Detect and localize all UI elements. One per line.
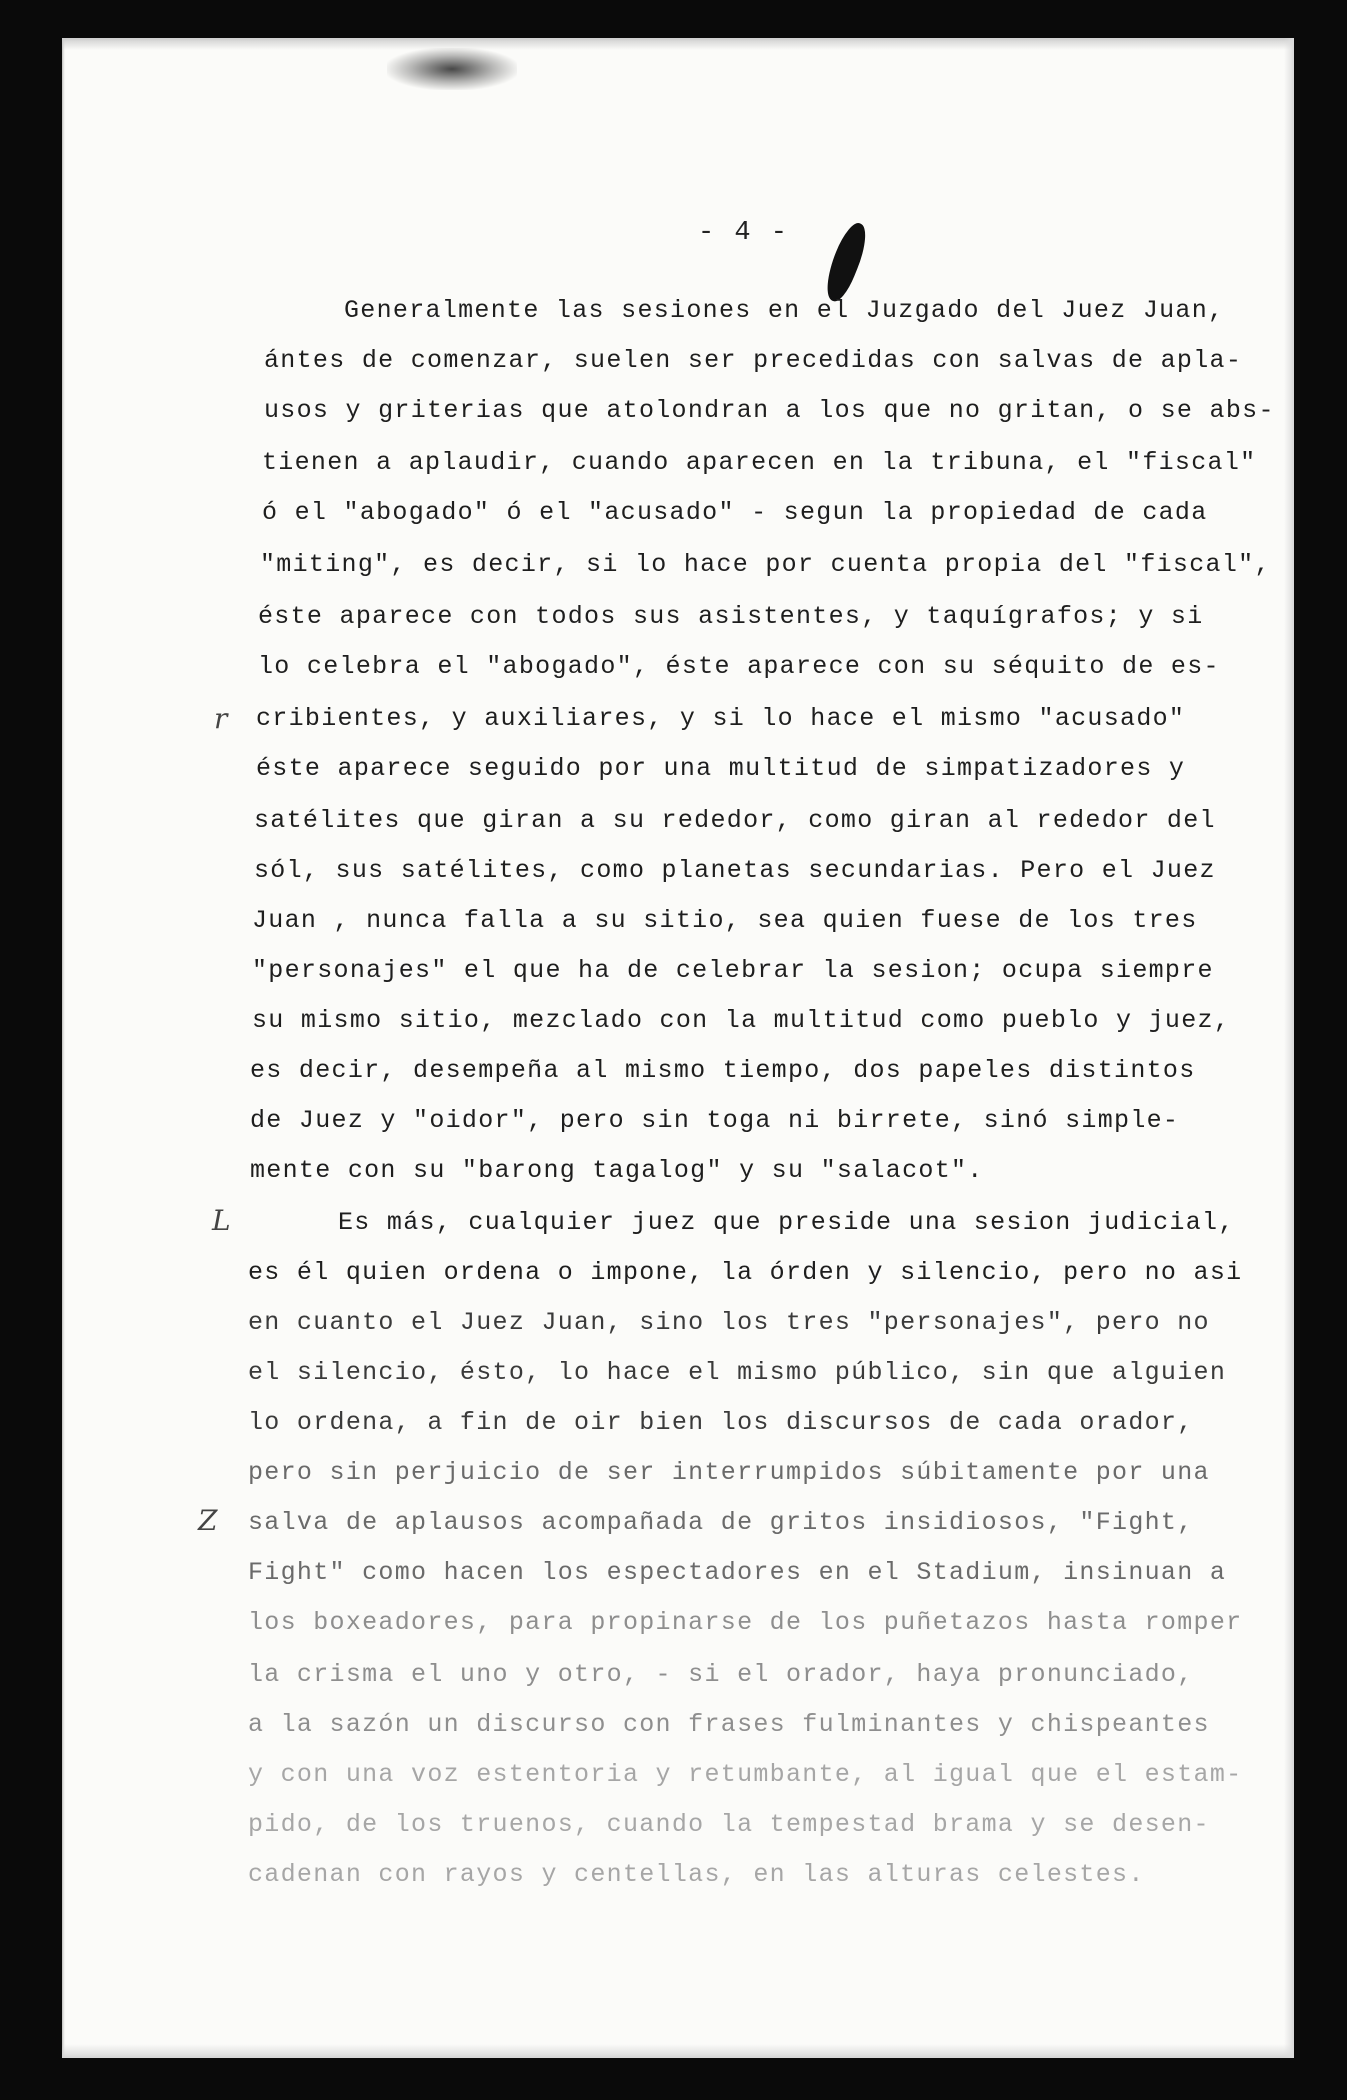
margin-mark: L — [212, 1204, 231, 1237]
paragraph-2-line: en cuanto el Juez Juan, sino los tres "personajes", pero no — [248, 1308, 1210, 1337]
paragraph-2-line: Es más, cualquier juez que preside una sesion judicial, — [338, 1208, 1235, 1237]
paragraph-1-line: ó el "abogado" ó el "acusado" - segun la propiedad de cada — [262, 498, 1208, 527]
document-page — [62, 38, 1294, 2058]
paragraph-1-line: Generalmente las sesiones en el Juzgado del Juez Juan, — [344, 296, 1225, 325]
paragraph-1-line: tienen a aplaudir, cuando aparecen en la tribuna, el "fiscal" — [262, 448, 1257, 477]
margin-mark: Z — [198, 1504, 218, 1537]
paragraph-2-line: a la sazón un discurso con frases fulminantes y chispeantes — [248, 1710, 1210, 1739]
ink-blot — [819, 219, 874, 305]
paragraph-2-line: y con una voz estentoria y retumbante, al igual que el estam- — [248, 1760, 1243, 1789]
paragraph-2-line: salva de aplausos acompañada de gritos insidiosos, "Fight, — [248, 1508, 1194, 1537]
paragraph-1-line: usos y griterias que atolondran a los que no gritan, o se abs- — [264, 396, 1275, 425]
page-number: - 4 - — [698, 218, 790, 248]
paragraph-2-line: Fight" como hacen los espectadores en el Stadium, insinuan a — [248, 1558, 1227, 1587]
paragraph-2-line: lo ordena, a fin de oir bien los discursos de cada orador, — [248, 1408, 1194, 1437]
paragraph-1-line: mente con su "barong tagalog" y su "salacot". — [250, 1156, 984, 1185]
paper-right-edge — [1284, 38, 1294, 2058]
paragraph-1-line: su mismo sitio, mezclado con la multitud como pueblo y juez, — [252, 1006, 1231, 1035]
margin-mark: r — [214, 702, 228, 735]
paragraph-1-line: éste aparece seguido por una multitud de simpatizadores y — [256, 754, 1186, 783]
paragraph-1-line: ántes de comenzar, suelen ser precedidas con salvas de apla- — [264, 346, 1243, 375]
paragraph-1-line: es decir, desempeña al mismo tiempo, dos papeles distintos — [250, 1056, 1196, 1085]
paragraph-1-line: lo celebra el "abogado", éste aparece con su séquito de es- — [258, 652, 1220, 681]
paragraph-2-line: pido, de los truenos, cuando la tempestad brama y se desen- — [248, 1810, 1210, 1839]
paragraph-2-line: pero sin perjuicio de ser interrumpidos súbitamente por una — [248, 1458, 1210, 1487]
paragraph-2-line: los boxeadores, para propinarse de los puñetazos hasta romper — [248, 1608, 1243, 1637]
paragraph-1-line: éste aparece con todos sus asistentes, y taquígrafos; y si — [258, 602, 1204, 631]
paragraph-2-line: cadenan con rayos y centellas, en las alturas celestes. — [248, 1860, 1145, 1889]
paragraph-1-line: de Juez y "oidor", pero sin toga ni birrete, sinó simple- — [250, 1106, 1180, 1135]
paragraph-2-line: es él quien ordena o impone, la órden y silencio, pero no asi — [248, 1258, 1243, 1287]
paragraph-1-line: Juan , nunca falla a su sitio, sea quien fuese de los tres — [252, 906, 1198, 935]
paper-bottom-edge — [62, 2044, 1294, 2058]
ink-smudge — [387, 48, 517, 90]
paragraph-2-line: la crisma el uno y otro, - si el orador, haya pronunciado, — [248, 1660, 1194, 1689]
paragraph-1-line: sól, sus satélites, como planetas secundarias. Pero el Juez — [254, 856, 1216, 885]
paragraph-1-line: "miting", es decir, si lo hace por cuenta propia del "fiscal", — [260, 550, 1271, 579]
paragraph-1-line: "personajes" el que ha de celebrar la sesion; ocupa siempre — [252, 956, 1214, 985]
paragraph-1-line: cribientes, y auxiliares, y si lo hace el mismo "acusado" — [256, 704, 1186, 733]
paragraph-2-line: el silencio, ésto, lo hace el mismo público, sin que alguien — [248, 1358, 1227, 1387]
paragraph-1-line: satélites que giran a su rededor, como giran al rededor del — [254, 806, 1216, 835]
